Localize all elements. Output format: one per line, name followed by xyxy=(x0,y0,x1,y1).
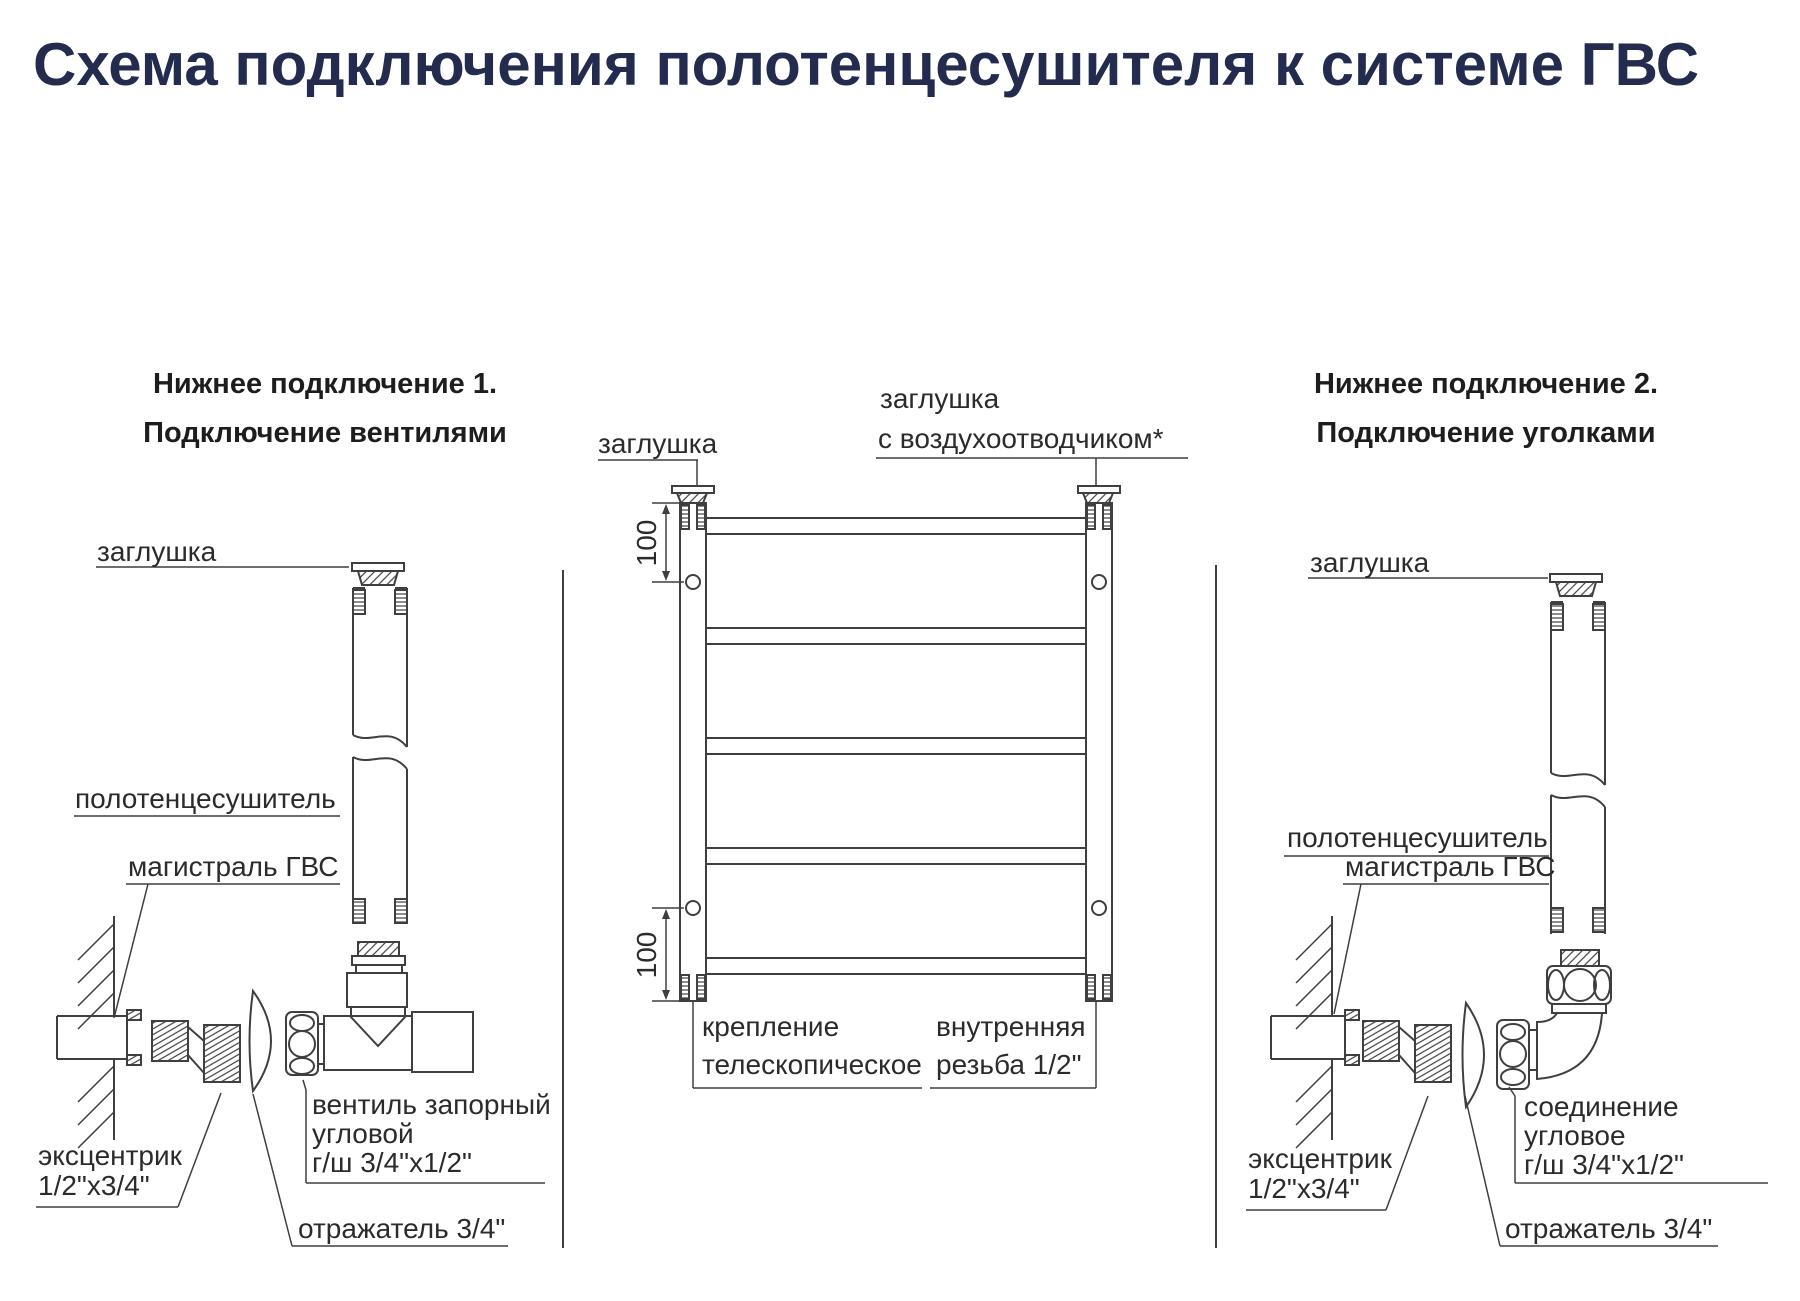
middle-air-vent-cap-label-1: заглушка xyxy=(880,383,1000,414)
left-panel-heading-2: Подключение вентилями xyxy=(143,417,507,449)
right-cap-label: заглушка xyxy=(1310,547,1430,578)
valve-label-3: г/ш 3/4"х1/2" xyxy=(312,1147,472,1178)
wall xyxy=(78,916,114,1148)
valve-label-2: угловой xyxy=(312,1118,414,1149)
valve-label-1: вентиль запорный xyxy=(312,1089,551,1120)
middle-cap-label: заглушка xyxy=(598,428,718,459)
eccentric-fitting xyxy=(152,1021,240,1082)
left-cap-label: заглушка xyxy=(97,536,217,567)
right-reflector-label: отражатель 3/4" xyxy=(1505,1213,1713,1244)
cap-icon xyxy=(672,486,714,503)
air-vent-cap-icon xyxy=(1078,486,1120,503)
right-eccentric-label-2: 1/2"х3/4" xyxy=(1248,1173,1360,1204)
towel-rail-pipe xyxy=(1551,602,1605,934)
dimension-top-value: 100 xyxy=(631,519,662,567)
right-mains-label: магистраль ГВС xyxy=(1345,851,1556,882)
angle-union-elbow xyxy=(1497,950,1611,1089)
union-label-2: угловое xyxy=(1524,1120,1626,1151)
left-towel-rail-label: полотенцесушитель xyxy=(75,783,336,814)
angle-valve xyxy=(286,942,473,1075)
right-panel-heading-2: Подключение уголками xyxy=(1316,417,1656,449)
middle-air-vent-cap-label-2: с воздухоотводчиком* xyxy=(878,423,1164,454)
wall xyxy=(1296,916,1332,1148)
right-towel-rail-label: полотенцесушитель xyxy=(1287,822,1548,853)
eccentric-fitting xyxy=(1363,1021,1451,1082)
towel-rail-pipe xyxy=(353,588,407,923)
bracket-label-1: крепление xyxy=(702,1011,840,1042)
left-eccentric-label-2: 1/2"х3/4" xyxy=(38,1170,150,1201)
union-label-1: соединение xyxy=(1524,1091,1679,1122)
cap-icon xyxy=(1550,574,1602,596)
left-mains-label: магистраль ГВС xyxy=(128,851,339,882)
page-title: Схема подключения полотенцесушителя к системе ГВС xyxy=(33,31,1700,98)
mains-pipe xyxy=(57,1010,141,1065)
reflector xyxy=(250,991,272,1091)
union-label-3: г/ш 3/4"х1/2" xyxy=(1524,1149,1684,1180)
reflector xyxy=(1463,1003,1485,1107)
right-eccentric-label-1: эксцентрик xyxy=(1248,1143,1392,1174)
left-eccentric-label-1: эксцентрик xyxy=(38,1140,182,1171)
dimension-bottom-value: 100 xyxy=(631,931,662,979)
left-reflector-label: отражатель 3/4" xyxy=(298,1213,506,1244)
left-panel-heading-1: Нижнее подключение 1. xyxy=(152,368,498,400)
right-panel-heading-1: Нижнее подключение 2. xyxy=(1313,368,1659,400)
thread-label-1: внутренняя xyxy=(936,1011,1086,1042)
bracket-label-2: телескопическое xyxy=(702,1049,922,1080)
thread-label-2: резьба 1/2" xyxy=(936,1049,1082,1080)
cap-icon xyxy=(352,563,404,585)
middle-ladder-towel-rail xyxy=(598,458,1188,1088)
mains-pipe xyxy=(1271,1010,1359,1065)
